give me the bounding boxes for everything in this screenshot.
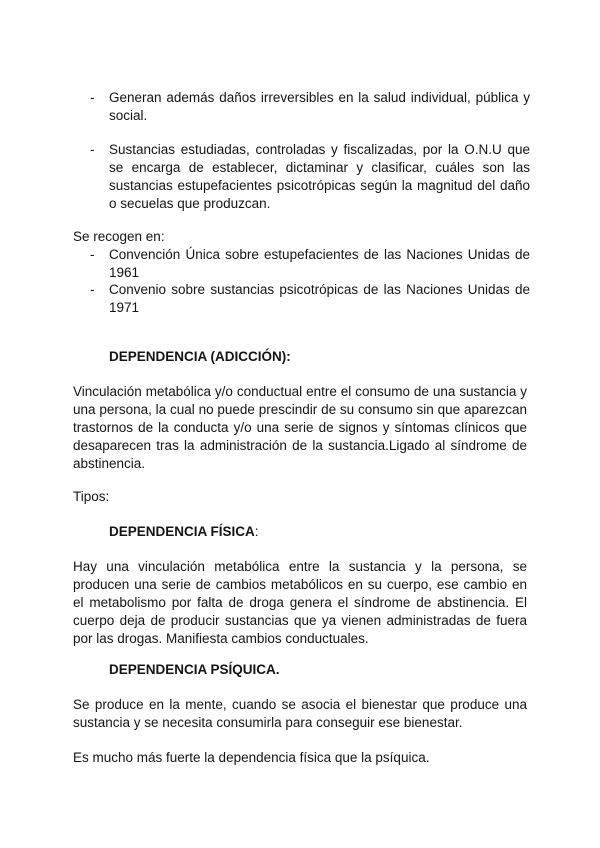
fisica-heading-colon: : [254,524,259,539]
section-heading-fisica [109,523,259,541]
dependencia-definition: Vinculación metabólica y/o conductual entre el consumo de una sustancia y una persona, la cual no puede prescindir de su consumo sin que aparezcan trastornos de la conducta y/o una serie de signos y síntomas clínicos que desaparecen tras la administración de la sustancia.Ligado al síndrome de abstinencia. [73,384,527,471]
bullet-text: Generan además daños irreversibles en la salud individual, pública y social. [109,90,530,123]
psiquica-paragraph: Se produce en la mente, cuando se asocia el bienestar que produce una sustancia y se necesita consumirla para conseguir ese bienestar. [73,697,527,730]
bullet-text: Convenio sobre sustancias psicotrópicas de las Naciones Unidas de 1971 [109,282,530,315]
se-recogen-label: Se recogen en: [73,229,165,244]
bullet-text: Sustancias estudiadas, controladas y fiscalizadas, por la O.N.U que se encarga de establecer, dictaminar y clasificar, cuáles son las sustancias estupefacientes psicotrópicas según la magnitud del daño o secuelas que produzcan. [109,142,530,211]
section-heading-dependencia: DEPENDENCIA (ADICCIÓN): [109,349,291,364]
bullet-dash: - [90,142,95,157]
section-heading-psiquica: DEPENDENCIA PSÍQUICA. [109,662,280,677]
bullet-text: Convención Única sobre estupefacientes de las Naciones Unidas de 1961 [109,247,530,280]
conclusion-text: Es mucho más fuerte la dependencia física que la psíquica. [73,750,430,765]
bullet-dash: - [90,247,95,262]
tipos-label: Tipos: [73,489,110,504]
fisica-paragraph: Hay una vinculación metabólica entre la sustancia y la persona, se producen una serie de cambios metabólicos en su cuerpo, ese cambio en el metabolismo por falta de droga genera el síndrome de abstinencia. El cuerpo deja de producir sustancias que ya vienen administradas de fuera por las drogas. Manifiesta cambios conductuales. [73,559,527,646]
bullet-dash: - [90,90,95,105]
bullet-dash: - [90,282,95,297]
fisica-heading-text: DEPENDENCIA FÍSICA [109,524,255,539]
